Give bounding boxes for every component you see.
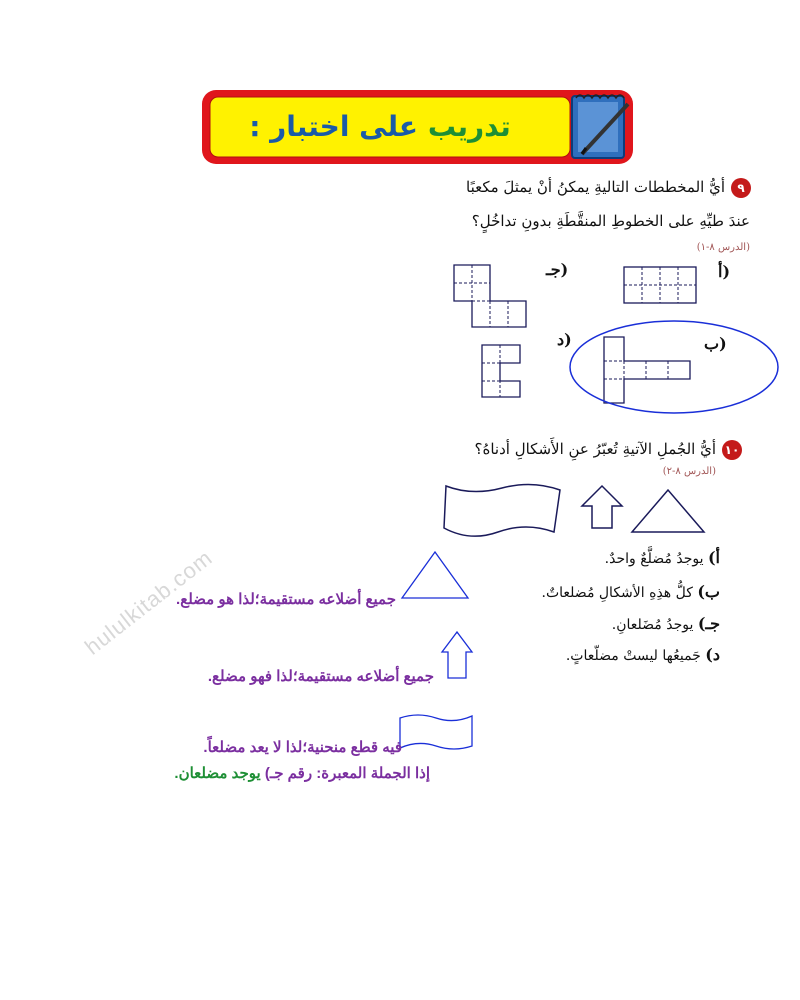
choice-text: يوجدُ مُضَلعانِ. bbox=[611, 617, 694, 633]
banner-title bbox=[230, 110, 530, 143]
watermark-text: hululkitab.com bbox=[80, 544, 218, 660]
note-conclusion bbox=[100, 764, 430, 782]
note-triangle: جميع أضلاعه مستقيمة؛لذا هو مضلع. bbox=[176, 591, 396, 608]
option-label: أ) bbox=[718, 262, 731, 281]
note-arrow-icon bbox=[440, 630, 474, 680]
curved-shape bbox=[444, 484, 560, 536]
choice-text: يوجدُ مُضلَّعٌ واحدٌ. bbox=[604, 551, 704, 567]
question-text: أيُّ المخططات التاليةِ يمكنُ أنْ يمثلَ مكعبًا bbox=[466, 178, 725, 196]
choice-label: جـ) bbox=[697, 614, 720, 633]
triangle-shape bbox=[632, 490, 704, 532]
question-number: ٩ bbox=[731, 178, 751, 198]
choice-label: ب) bbox=[697, 582, 720, 601]
note-triangle-icon bbox=[400, 548, 470, 600]
option-label: جـ) bbox=[546, 260, 569, 279]
option-label: د) bbox=[557, 330, 572, 349]
choice-text: كلُّ هذِهِ الأشكالِ مُضلعاتٌ. bbox=[541, 585, 693, 601]
conclusion-answer: يوجد مضلعان. bbox=[174, 765, 261, 782]
arrow-shape bbox=[582, 486, 622, 528]
net-b bbox=[604, 337, 690, 403]
cube-nets-diagram bbox=[440, 255, 780, 415]
banner-title-part2: على اختبار : bbox=[249, 110, 419, 143]
shapes-row bbox=[442, 482, 732, 542]
question-number: ١٠ bbox=[722, 440, 742, 460]
question-text: عندَ طيِّهِ على الخطوطِ المنقَّطَةِ بدونِ تداخُلٍ؟ bbox=[471, 212, 750, 230]
choice-label: أ) bbox=[707, 548, 720, 567]
choice-label: د) bbox=[705, 645, 720, 664]
net-d bbox=[482, 345, 520, 397]
net-a bbox=[624, 267, 696, 303]
question-text: أيُّ الجُملِ الآتيةِ تُعبّرُ عنِ الأَشكالِ أدناهُ؟ bbox=[474, 440, 716, 458]
choice-item bbox=[470, 548, 720, 567]
note-curve: فيه قطع منحنية؛لذا لا يعد مضلعاً. bbox=[203, 739, 402, 756]
net-c bbox=[454, 265, 526, 327]
choice-item bbox=[470, 582, 720, 601]
choice-item bbox=[470, 645, 720, 664]
lesson-reference: (الدرس ٨-١) bbox=[696, 242, 750, 253]
note-arrow: جميع أضلاعه مستقيمة؛لذا فهو مضلع. bbox=[207, 668, 434, 685]
choice-item bbox=[470, 614, 720, 633]
answer-highlight-circle bbox=[570, 321, 778, 413]
notebook-pencil-icon bbox=[572, 95, 628, 158]
lesson-reference: (الدرس ٨-٢) bbox=[662, 466, 716, 477]
conclusion-prefix: إذا الجملة المعبرة: رقم جـ) bbox=[264, 765, 430, 782]
choice-text: جَميعُها ليستْ مضلّعاتٍ. bbox=[565, 648, 701, 664]
note-curve-icon bbox=[398, 712, 474, 752]
banner-title-part1: تدريب bbox=[427, 110, 511, 143]
option-label: ب) bbox=[704, 334, 727, 353]
